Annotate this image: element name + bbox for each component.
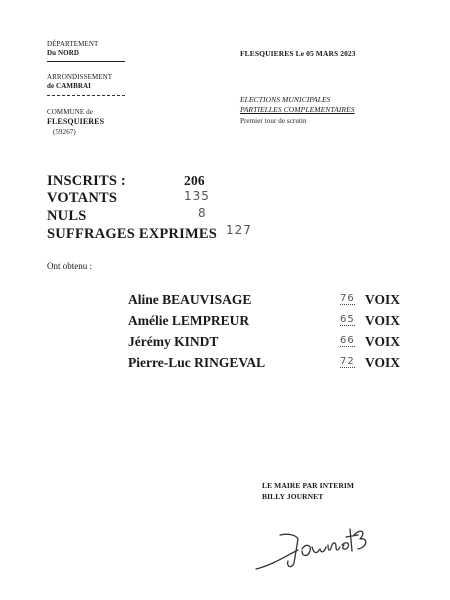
candidate-votes: 72 bbox=[340, 356, 355, 367]
election-round: Premier tour de scrutin bbox=[240, 117, 307, 125]
voix-label: VOIX bbox=[365, 334, 400, 349]
candidate-votes: 65 bbox=[340, 314, 355, 325]
inscrits-label: INSCRITS : bbox=[47, 173, 126, 189]
candidate-name: Aline BEAUVISAGE bbox=[128, 292, 252, 307]
ont-obtenu-label: Ont obtenu : bbox=[47, 261, 92, 271]
votants-value: 135 bbox=[184, 189, 210, 203]
candidate-votes: 76 bbox=[340, 293, 355, 304]
voix-label: VOIX bbox=[365, 292, 400, 307]
candidate-name: Pierre-Luc RINGEVAL bbox=[128, 355, 266, 370]
arrondissement-value: de CAMBRAI bbox=[47, 82, 91, 90]
commune-code: (59267) bbox=[53, 128, 76, 136]
departement-value: Du NORD bbox=[47, 49, 80, 57]
election-subtitle: PARTIELLES COMPLEMENTAIRES bbox=[240, 105, 355, 114]
handwritten-signature bbox=[250, 505, 370, 580]
voix-label: VOIX bbox=[365, 313, 400, 328]
place-date: FLESQUIERES Le 05 MARS 2023 bbox=[240, 49, 356, 58]
commune-label: COMMUNE de bbox=[47, 108, 93, 116]
divider bbox=[47, 95, 125, 96]
arrondissement-label: ARRONDISSEMENT bbox=[47, 73, 113, 81]
election-title: ELECTIONS MUNICIPALES bbox=[240, 95, 331, 104]
nuls-value: 8 bbox=[198, 206, 207, 220]
votants-label: VOTANTS bbox=[47, 190, 118, 206]
candidate-votes: 66 bbox=[340, 335, 355, 346]
signatory-name: BILLY JOURNET bbox=[262, 492, 324, 501]
candidate-name: Amélie LEMPREUR bbox=[128, 313, 250, 328]
inscrits-value: 206 bbox=[184, 173, 205, 188]
commune-value: FLESQUIERES bbox=[47, 117, 105, 126]
divider bbox=[47, 61, 125, 62]
signatory-title: LE MAIRE PAR INTERIM bbox=[262, 481, 355, 490]
exprimes-value: 127 bbox=[226, 223, 252, 237]
nuls-label: NULS bbox=[47, 208, 87, 224]
exprimes-label: SUFFRAGES EXPRIMES bbox=[47, 226, 217, 242]
voix-label: VOIX bbox=[365, 355, 400, 370]
departement-label: DÉPARTEMENT bbox=[47, 40, 99, 48]
candidate-name: Jérémy KINDT bbox=[128, 334, 219, 349]
